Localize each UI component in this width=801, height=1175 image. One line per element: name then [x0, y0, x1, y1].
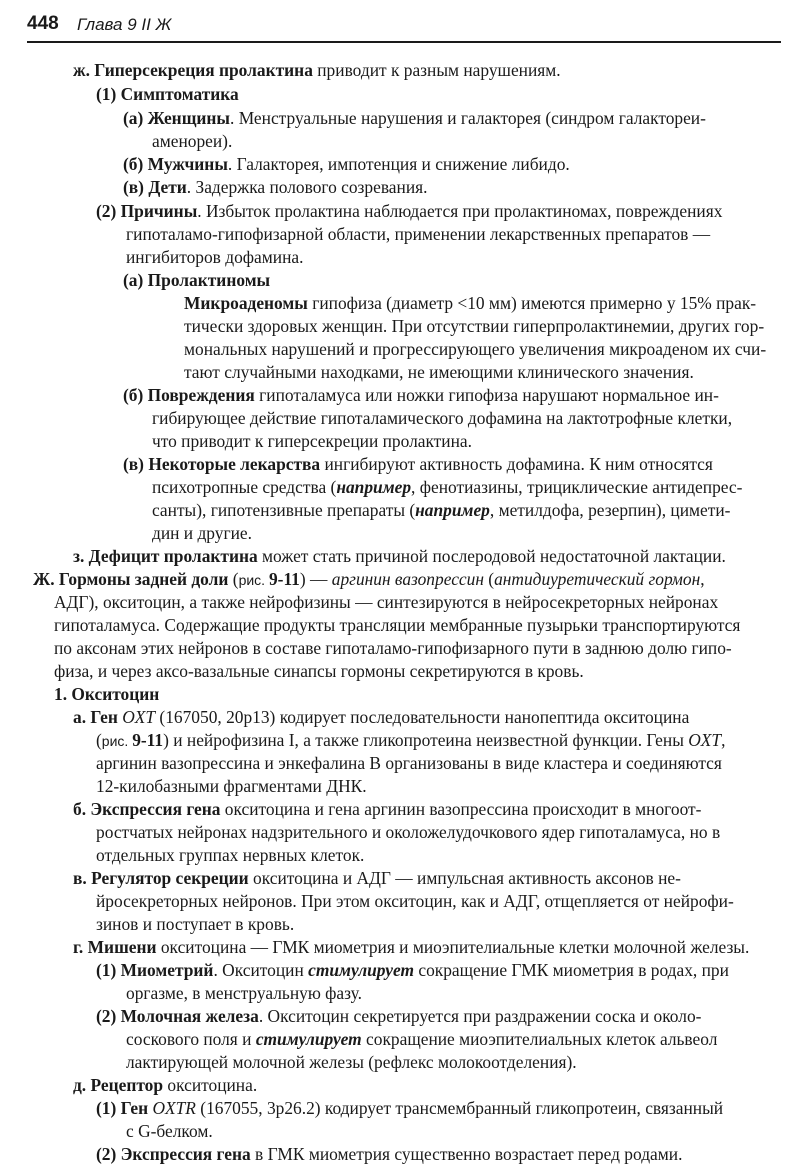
- text-run: Мужчины: [147, 154, 228, 174]
- text-run: Микроаденомы: [184, 293, 308, 313]
- text-run: гипоталамуса. Содержащие продукты трансляции мембранные пузырьки транспортируются: [54, 615, 741, 635]
- text-line: [96, 200, 722, 222]
- text-line: [123, 153, 570, 175]
- text-run: г. Мишени: [73, 937, 157, 957]
- text-line: [96, 959, 729, 981]
- text-run: . Избыток пролактина наблюдается при пролактиномах, повреждениях: [197, 201, 723, 221]
- text-line: [96, 1005, 701, 1027]
- text-line: [126, 223, 710, 245]
- text-line: [96, 752, 722, 774]
- text-line: [54, 614, 740, 636]
- text-run: . Галакторея, импотенция и снижение либидо.: [227, 154, 570, 174]
- text-run: ж. Гиперсекреция пролактина: [73, 60, 313, 80]
- text-run: в. Регулятор секреции: [73, 868, 249, 888]
- text-line: [184, 315, 764, 337]
- text-run: АДГ), окситоцин, а также нейрофизины — синтезируются в нейросекреторных нейронах: [54, 592, 719, 612]
- text-run: (в): [123, 177, 149, 197]
- text-run: приводит к разным нарушениям.: [312, 60, 561, 80]
- text-run: (: [483, 569, 495, 589]
- text-run: ,: [700, 569, 705, 589]
- text-line: [54, 591, 718, 613]
- chapter-title: Глава 9 II Ж: [77, 15, 172, 34]
- text-line: [184, 292, 756, 314]
- text-run: (167055, 3p26.2) кодирует трансмембранный гликопротеин, связанный: [195, 1098, 724, 1118]
- text-run: (2) Причины: [96, 201, 198, 221]
- text-run: аргинин вазопрессина и энкефалина В организованы в виде кластера и соединяются: [96, 753, 722, 773]
- text-run: аргинин вазопрессин: [331, 569, 484, 589]
- text-run: по аксонам этих нейронов в составе гипоталамо-гипофизарного пути в заднюю долю гипо-: [54, 638, 732, 658]
- text-run: (б) Повреждения: [123, 385, 255, 405]
- text-run: йросекреторных нейронов. При этом окситоцин, как и АДГ, отщепляется от нейрофи-: [96, 891, 734, 911]
- text-run: оргазме, в менструальную фазу.: [126, 983, 362, 1003]
- text-line: [123, 269, 270, 291]
- text-run: 1. Окситоцин: [54, 684, 160, 704]
- text-line: [96, 844, 364, 866]
- text-line: [73, 867, 681, 889]
- text-run: мональных нарушений и прогрессирующего увеличения микроаденом их счи-: [184, 339, 767, 359]
- text-line: [152, 430, 472, 452]
- text-run: OXTR: [152, 1098, 196, 1118]
- text-run: Женщины: [147, 108, 230, 128]
- text-run: сокращение миоэпителиальных клеток альвеол: [361, 1029, 718, 1049]
- text-run: (2) Молочная железа: [96, 1006, 259, 1026]
- text-line: [152, 130, 232, 152]
- text-run: (1) Ген: [96, 1098, 153, 1118]
- text-run: з. Дефицит пролактина: [73, 546, 258, 566]
- text-run: ) и нейрофизина I, а также гликопротеина неизвестной функции. Гены: [163, 730, 689, 750]
- text-run: окситоцина и АДГ — импульсная активность аксонов не-: [248, 868, 681, 888]
- text-run: окситоцина и гена аргинин вазопрессина происходит в многоот-: [220, 799, 702, 819]
- text-line: [73, 798, 701, 820]
- text-line: [73, 545, 726, 567]
- text-line: [73, 1074, 257, 1096]
- text-line: [96, 775, 367, 797]
- text-run: например: [415, 500, 490, 520]
- text-run: отдельных группах нервных клеток.: [96, 845, 365, 865]
- text-line: [184, 361, 694, 383]
- text-run: (а): [123, 108, 148, 128]
- text-line: [126, 246, 303, 268]
- text-run: с G-белком.: [126, 1121, 213, 1141]
- text-run: ингибиторов дофамина.: [126, 247, 304, 267]
- text-run: (: [96, 730, 102, 750]
- text-line: [126, 1120, 213, 1142]
- text-run: ) —: [299, 569, 332, 589]
- text-line: [96, 83, 239, 105]
- text-line: [152, 499, 730, 521]
- text-run: антидиуретический гормон: [494, 569, 701, 589]
- text-run: Дети: [148, 177, 187, 197]
- text-run: ростчатых нейронах надзрительного и околожелудочкового ядер гипоталамуса, но в: [96, 822, 721, 842]
- text-line: [96, 1097, 723, 1119]
- text-line: [96, 1143, 682, 1165]
- text-line: [73, 936, 749, 958]
- text-run: OXT: [688, 730, 722, 750]
- text-run: . Окситоцин секретируется при раздражении соска и около-: [258, 1006, 702, 1026]
- text-run: (б): [123, 154, 148, 174]
- text-line: [126, 1028, 717, 1050]
- text-run: стимулирует: [308, 960, 414, 980]
- text-run: 9-11: [268, 569, 300, 589]
- text-run: д. Рецептор: [73, 1075, 164, 1095]
- text-run: (2) Экспрессия гена: [96, 1144, 251, 1164]
- text-line: [54, 683, 159, 705]
- text-run: (1) Миометрий: [96, 960, 214, 980]
- text-line: [96, 890, 734, 912]
- text-run: зинов и поступает в кровь.: [96, 914, 295, 934]
- text-run: может стать причиной послеродовой недостаточной лактации.: [257, 546, 726, 566]
- text-run: окситоцина.: [163, 1075, 258, 1095]
- text-line: [126, 982, 362, 1004]
- text-line: [54, 660, 584, 682]
- running-header: [27, 11, 781, 43]
- text-run: физа, и через аксо-вазальные синапсы гормоны секретируются в кровь.: [54, 661, 584, 681]
- text-run: гипоталамуса или ножки гипофиза нарушают нормальное ин-: [254, 385, 719, 405]
- text-line: [123, 176, 428, 198]
- text-line: [73, 59, 561, 81]
- text-run: (: [228, 569, 239, 589]
- text-run: окситоцина — ГМК миометрия и миоэпителиальные клетки молочной железы.: [156, 937, 750, 957]
- text-run: . Окситоцин: [213, 960, 309, 980]
- text-line: [152, 407, 732, 429]
- text-run: лактирующей молочной железы (рефлекс молокоотделения).: [126, 1052, 577, 1072]
- text-run: ингибируют активность дофамина. К ним относятся: [320, 454, 713, 474]
- text-line: [54, 637, 732, 659]
- text-line: [73, 706, 689, 728]
- text-run: что приводит к гиперсекреции пролактина.: [152, 431, 472, 451]
- text-run: тически здоровых женщин. При отсутствии гиперпролактинемии, других гор-: [184, 316, 765, 336]
- text-run: , метилдофа, резерпин), цимети-: [489, 500, 731, 520]
- text-run: 9-11: [132, 730, 164, 750]
- text-run: . Задержка полового созревания.: [186, 177, 428, 197]
- text-line: [123, 107, 706, 129]
- text-run: санты), гипотензивные препараты (: [152, 500, 416, 520]
- text-run: (1) Симптоматика: [96, 84, 239, 104]
- text-line: [123, 453, 713, 475]
- text-run: рис.: [238, 572, 269, 588]
- text-run: в ГМК миометрия существенно возрастает перед родами.: [250, 1144, 683, 1164]
- text-run: Ж. Гормоны задней доли: [33, 569, 229, 589]
- text-run: , фенотиазины, трициклические антидепрес-: [411, 477, 743, 497]
- text-run: аменореи).: [152, 131, 233, 151]
- text-run: например: [336, 477, 412, 497]
- text-run: OXT: [122, 707, 156, 727]
- text-line: [126, 1051, 577, 1073]
- text-run: психотропные средства (: [152, 477, 337, 497]
- text-run: соскового поля и: [126, 1029, 256, 1049]
- text-run: сокращение ГМК миометрия в родах, при: [414, 960, 729, 980]
- text-run: дин и другие.: [152, 523, 252, 543]
- text-run: гибирующее действие гипоталамического дофамина на лактотрофные клетки,: [152, 408, 733, 428]
- text-line: [33, 568, 705, 591]
- text-run: . Менструальные нарушения и галакторея (синдром галактореи-: [230, 108, 706, 128]
- text-line: [184, 338, 766, 360]
- text-run: рис.: [101, 733, 133, 749]
- text-run: (в) Некоторые лекарства: [123, 454, 321, 474]
- text-line: [152, 476, 742, 498]
- text-run: гипофиза (диаметр <10 мм) имеются примерно у 15% прак-: [307, 293, 757, 313]
- text-run: б. Экспрессия гена: [73, 799, 221, 819]
- text-run: а. Ген: [73, 707, 123, 727]
- text-run: гипоталамо-гипофизарной области, применении лекарственных препаратов —: [126, 224, 711, 244]
- text-run: стимулирует: [255, 1029, 362, 1049]
- text-line: [96, 729, 725, 752]
- text-run: ,: [721, 730, 726, 750]
- text-run: 12-килобазными фрагментами ДНК.: [96, 776, 367, 796]
- text-line: [96, 913, 294, 935]
- text-run: (а) Пролактиномы: [123, 270, 271, 290]
- text-line: [152, 522, 252, 544]
- text-run: тают случайными находками, не имеющими клинического значения.: [184, 362, 694, 382]
- text-run: (167050, 20p13) кодирует последовательности нанопептида окситоцина: [155, 707, 690, 727]
- page-number: 448: [27, 13, 59, 34]
- text-line: [96, 821, 720, 843]
- text-line: [123, 384, 719, 406]
